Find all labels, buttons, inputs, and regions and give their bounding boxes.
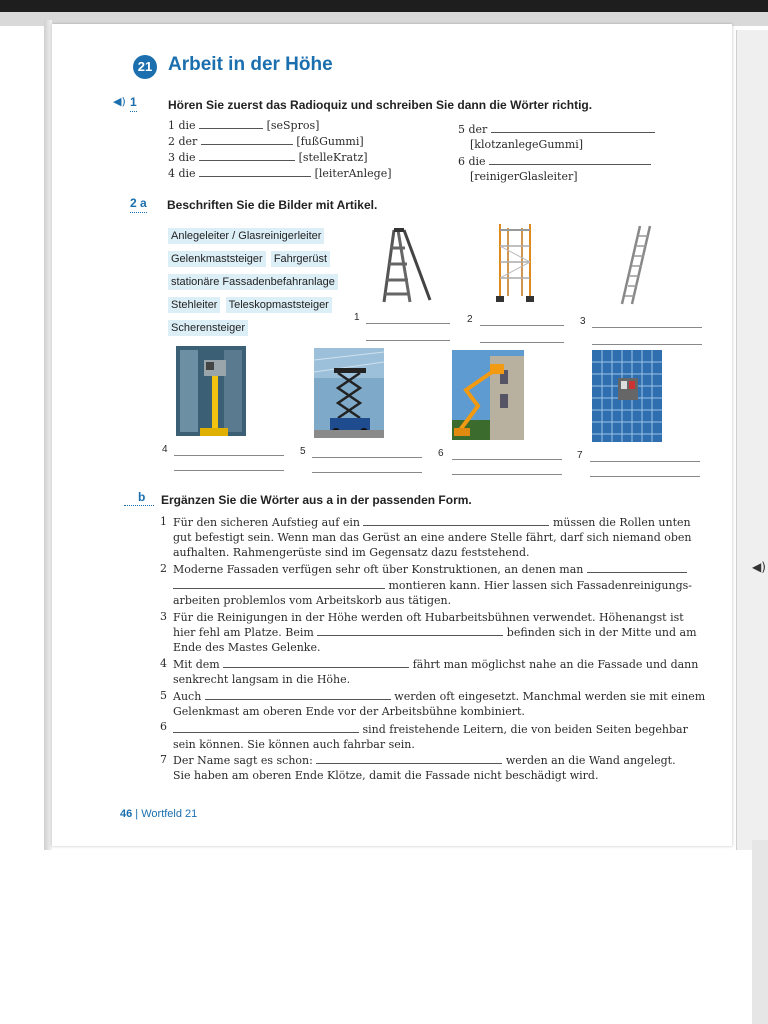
ex1-item-5: 5 der [458, 122, 655, 136]
ex1-item-5-hint: [klotzanlegeGummi] [470, 138, 584, 151]
scan-edge-bottom-right [752, 840, 768, 1024]
answer-line-4b[interactable] [174, 470, 284, 471]
exercise-2a-number: 2 a [130, 196, 147, 213]
answer-blank[interactable] [173, 578, 385, 589]
picture-label-6: 6 [438, 448, 444, 459]
sentence-2-line-2: montieren kann. Hier lassen sich Fassadenreinigungs- [173, 578, 692, 593]
sentence-2-line-1: Moderne Fassaden verfügen sehr oft über Konstruktionen, an denen man [173, 562, 687, 577]
picture-label-4: 4 [162, 444, 168, 455]
sentence-7-line-1: Der Name sagt es schon: werden an die Wand angelegt. [173, 754, 676, 767]
answer-line-2a[interactable] [480, 325, 564, 326]
answer-line-1b[interactable] [366, 340, 450, 341]
ex1-item-2: 2 der [fußGummi] [168, 135, 364, 148]
sentence-3-line-1: Für die Reinigungen in der Höhe werden oft Hubarbeitsbühnen verwendet. Höhenangst ist [173, 611, 684, 624]
word-chip: Teleskopmaststeiger [226, 297, 332, 313]
ex1-item-3: 3 die [stelleKratz] [168, 151, 368, 164]
page-title: Arbeit in der Höhe [168, 54, 333, 75]
answer-line-6a[interactable] [452, 459, 562, 460]
sentence-1-line-2: gut befestigt sein. Wenn man das Gerüst an eine andere Stelle fährt, darf sich niemand oben [173, 531, 692, 544]
sentence-6-line-1: sind freistehende Leitern, die von beiden Seiten begehbar [173, 722, 688, 737]
word-chip: stationäre Fassadenbefahranlage [168, 274, 338, 290]
word-box [168, 224, 348, 339]
picture-label-5: 5 [300, 446, 306, 457]
page-shadow-left [44, 20, 52, 850]
answer-blank[interactable] [173, 722, 359, 733]
word-chip: Anlegeleiter / Glasreinigerleiter [168, 228, 324, 244]
answer-blank[interactable] [205, 689, 391, 700]
sentence-4-line-1: Mit dem fährt man möglichst nahe an die Fassade und dann [173, 658, 699, 671]
scissor-lift-image [314, 348, 384, 438]
sentence-number-5: 5 [160, 689, 167, 702]
picture-label-1: 1 [354, 312, 360, 323]
exercise-1-instruction: Hören Sie zuerst das Radioquiz und schreiben Sie dann die Wörter richtig. [168, 98, 593, 112]
answer-blank[interactable] [587, 562, 687, 573]
sentence-1-line-3: aufhalten. Rahmengerüste sind im Gegensatz dazu feststehend. [173, 546, 530, 559]
sentence-5-line-2: Gelenkmast am oberen Ende vor der Arbeitsbühne kombiniert. [173, 705, 525, 718]
word-chip: Fahrgerüst [271, 251, 330, 267]
facade-access-system-image [592, 350, 662, 442]
answer-line-6b[interactable] [452, 474, 562, 475]
audio-speaker-icon[interactable]: ◀) [113, 95, 126, 108]
chapter-badge: 21 [133, 55, 157, 79]
ex1-item-1: 1 die [seSpros] [168, 119, 320, 132]
exercise-2b-underline [124, 505, 154, 506]
picture-label-3: 3 [580, 316, 586, 327]
page-number: 46 [120, 808, 133, 820]
word-chip: Gelenkmaststeiger [168, 251, 266, 267]
sentence-number-6: 6 [160, 720, 167, 733]
word-chip: Stehleiter [168, 297, 220, 313]
sentence-3-line-3: Ende des Mastes Gelenke. [173, 641, 321, 654]
answer-blank[interactable] [363, 515, 549, 526]
answer-blank[interactable] [489, 154, 651, 165]
picture-label-7: 7 [577, 450, 583, 461]
exercise-2b-number: b [138, 490, 146, 504]
exercise-2a-instruction: Beschriften Sie die Bilder mit Artikel. [167, 198, 378, 212]
answer-blank[interactable] [223, 657, 409, 668]
answer-blank[interactable] [317, 625, 503, 636]
sentence-3-line-2: hier fehl am Platze. Beim befinden sich in der Mitte und am [173, 626, 697, 639]
answer-line-7a[interactable] [590, 461, 700, 462]
answer-blank[interactable] [199, 118, 263, 129]
answer-line-3b[interactable] [592, 344, 702, 345]
answer-blank[interactable] [199, 166, 311, 177]
answer-blank[interactable] [316, 753, 502, 764]
sentence-number-3: 3 [160, 610, 167, 623]
exercise-1-number: 1 [130, 95, 137, 112]
articulated-boom-lift-image [452, 350, 524, 440]
answer-blank[interactable] [199, 150, 295, 161]
ex1-item-6: 6 die [458, 154, 651, 168]
sentence-number-2: 2 [160, 562, 167, 575]
answer-line-1a[interactable] [366, 323, 450, 324]
speaker-icon-edge: ◀) [752, 560, 766, 574]
section-name: Wortfeld 21 [141, 808, 198, 820]
sentence-number-7: 7 [160, 753, 167, 766]
word-chip: Scherensteiger [168, 320, 248, 336]
extension-ladder-image [618, 224, 654, 306]
answer-blank[interactable] [201, 134, 293, 145]
sentence-7-line-2: Sie haben am oberen Ende Klötze, damit die Fassade nicht beschädigt wird. [173, 769, 599, 782]
answer-line-2b[interactable] [480, 342, 564, 343]
answer-line-5a[interactable] [312, 457, 422, 458]
answer-line-4a[interactable] [174, 455, 284, 456]
telescopic-lift-image [176, 346, 246, 436]
sentence-5-line-1: Auch werden oft eingesetzt. Manchmal werden sie mit einem [173, 690, 706, 703]
answer-blank[interactable] [491, 122, 655, 133]
ex1-item-4: 4 die [leiterAnlege] [168, 167, 392, 180]
sentence-2-line-3: arbeiten problemlos vom Arbeitskorb aus tätigen. [173, 594, 452, 607]
answer-line-5b[interactable] [312, 472, 422, 473]
next-page-edge [736, 30, 768, 850]
page-footer: 46 | Wortfeld 21 [120, 808, 198, 820]
picture-label-2: 2 [467, 314, 473, 325]
scan-edge-top [0, 0, 768, 12]
sentence-number-1: 1 [160, 515, 167, 528]
answer-line-3a[interactable] [592, 327, 702, 328]
sentence-6-line-2: sein können. Sie können auch fahrbar sein. [173, 738, 415, 751]
sentence-4-line-2: senkrecht langsam in die Höhe. [173, 673, 351, 686]
exercise-2b-instruction: Ergänzen Sie die Wörter aus a in der passenden Form. [161, 493, 472, 507]
sentence-1-line-1: Für den sicheren Aufstieg auf ein müssen die Rollen unten [173, 516, 691, 529]
sentence-number-4: 4 [160, 657, 167, 670]
ex1-item-6-hint: [reinigerGlasleiter] [470, 170, 578, 183]
stepladder-image [382, 228, 434, 304]
answer-line-7b[interactable] [590, 476, 700, 477]
mobile-scaffold-image [494, 220, 538, 304]
